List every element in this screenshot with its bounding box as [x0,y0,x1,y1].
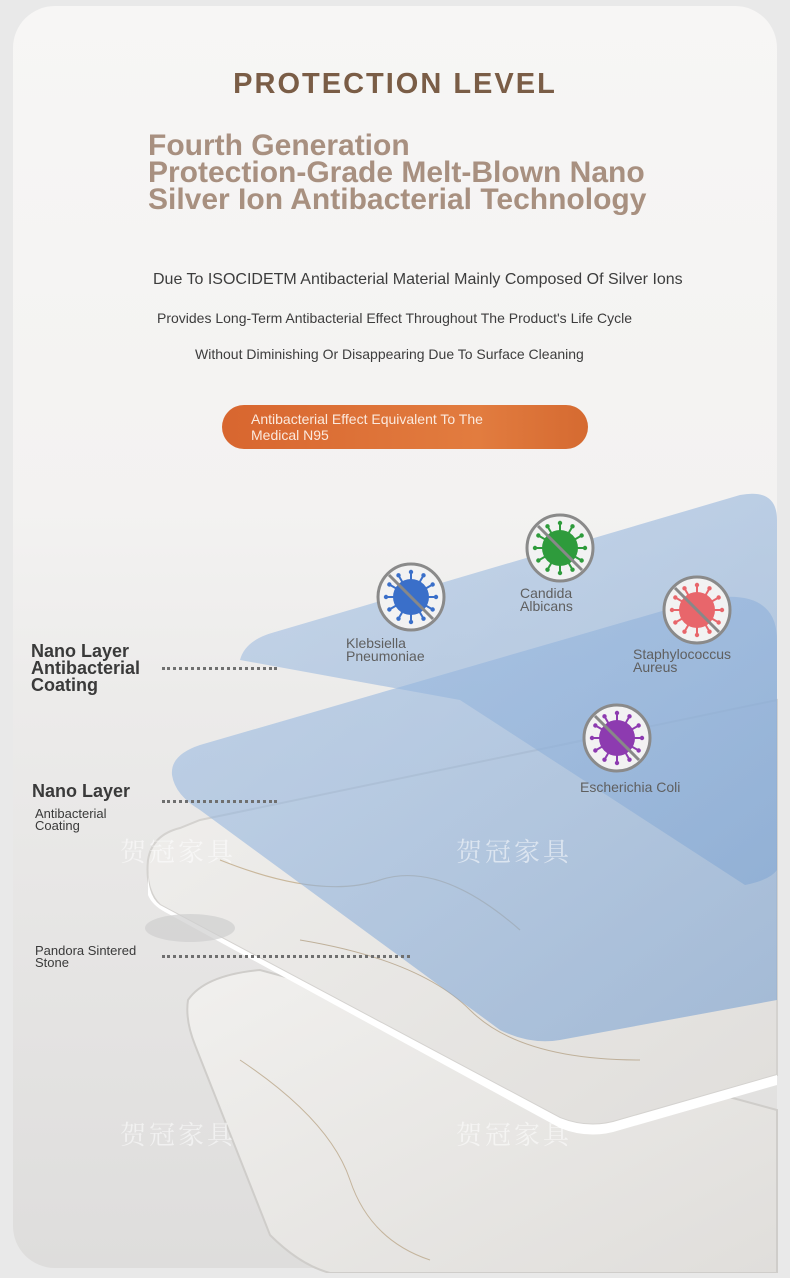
layer-pointer-middle [162,800,277,803]
n95-badge [222,405,588,449]
germ-spike-tip [434,595,438,599]
germ-spike-tip [636,723,640,727]
klebsiella-label: Klebsiella Pneumoniae [346,635,425,664]
germ-spike-tip [682,629,686,633]
description-line-1: Due To ISOCIDETM Antibacterial Material Mainly Composed Of Silver Ions [153,271,683,288]
germ-spike-tip [720,608,724,612]
germ-spike-tip [387,582,391,586]
germ-spike-tip [409,620,413,624]
germ-spike-tip [396,616,400,620]
candida-label: Candida Albicans [520,585,573,614]
staphylococcus-label: Staphylococcus Aureus [633,646,732,675]
germ-spike-tip [570,567,574,571]
germ-spike-tip [590,736,594,740]
germ-spike-tip [615,711,619,715]
germ-spike-tip [533,546,537,550]
headline [148,129,708,216]
germ-spike-tip [536,533,540,537]
n95-badge-line-1: Antibacterial Effect Equivalent To The [251,411,483,427]
germ-spike-tip [636,748,640,752]
germ-spike-tip [673,595,677,599]
headline-line-3: Silver Ion Antibacterial Technology [148,183,647,216]
germ-spike-tip [409,570,413,574]
germ-spike-tip [579,558,583,562]
candida-icon [525,513,595,583]
germ-spike-tip [583,546,587,550]
n95-badge-line-2: Medical N95 [251,427,329,443]
germ-spike-tip [421,616,425,620]
germ-spike-tip [593,748,597,752]
germ-spike-tip [670,608,674,612]
germ-spike-tip [396,573,400,577]
germ-spike-tip [640,736,644,740]
germ-spike-tip [593,723,597,727]
germ-spike-tip [545,567,549,571]
layer-label-top: Nano Layer Antibacterial Coating [31,641,141,695]
ecoli-label: Escherichia Coli [580,779,681,795]
germ-spike-tip [558,521,562,525]
page-title: PROTECTION LEVEL [233,68,557,100]
germ-spike-tip [627,757,631,761]
watermark: 贺冠家具 [456,1120,573,1150]
germ-spike-tip [558,571,562,575]
germ-spike-tip [695,583,699,587]
layer-label-middle-sub: Antibacterial Coating [35,806,107,833]
germ-spike-tip [707,586,711,590]
watermark: 贺冠家具 [120,1120,237,1150]
headline-line-2: Protection-Grade Melt-Blown Nano [148,156,645,189]
germ-spike-tip [536,558,540,562]
layer-label-middle-title: Nano Layer [32,781,131,801]
description-line-2: Provides Long-Term Antibacterial Effect Throughout The Product's Life Cycle [157,310,633,326]
description-line-3: Without Diminishing Or Disappearing Due To Surface Cleaning [195,346,584,362]
watermark: 贺冠家具 [456,837,573,867]
germ-spike-tip [430,607,434,611]
watermark: 贺冠家具 [120,837,237,867]
ecoli-icon [582,703,652,773]
layer-pointer-top [162,667,277,670]
germ-spike-tip [387,607,391,611]
germ-spike-tip [545,524,549,528]
germ-spike-tip [707,629,711,633]
germ-spike-tip [579,533,583,537]
germ-spike-tip [570,524,574,528]
klebsiella-icon [376,562,446,632]
germ-spike-tip [673,620,677,624]
layer-pointer-stone [162,955,410,958]
germ-spike-tip [716,595,720,599]
slab-shadow [145,914,235,942]
germ-spike-tip [627,714,631,718]
germ-spike-tip [430,582,434,586]
layer-label-stone: Pandora Sintered Stone [35,943,137,970]
staphylococcus-icon [662,575,732,645]
germ-spike-tip [682,586,686,590]
germ-spike-tip [602,757,606,761]
germ-spike-tip [384,595,388,599]
germ-spike-tip [602,714,606,718]
germ-spike-tip [421,573,425,577]
headline-line-1: Fourth Generation [148,129,410,162]
germ-spike-tip [615,761,619,765]
germ-spike-tip [695,633,699,637]
germ-spike-tip [716,620,720,624]
